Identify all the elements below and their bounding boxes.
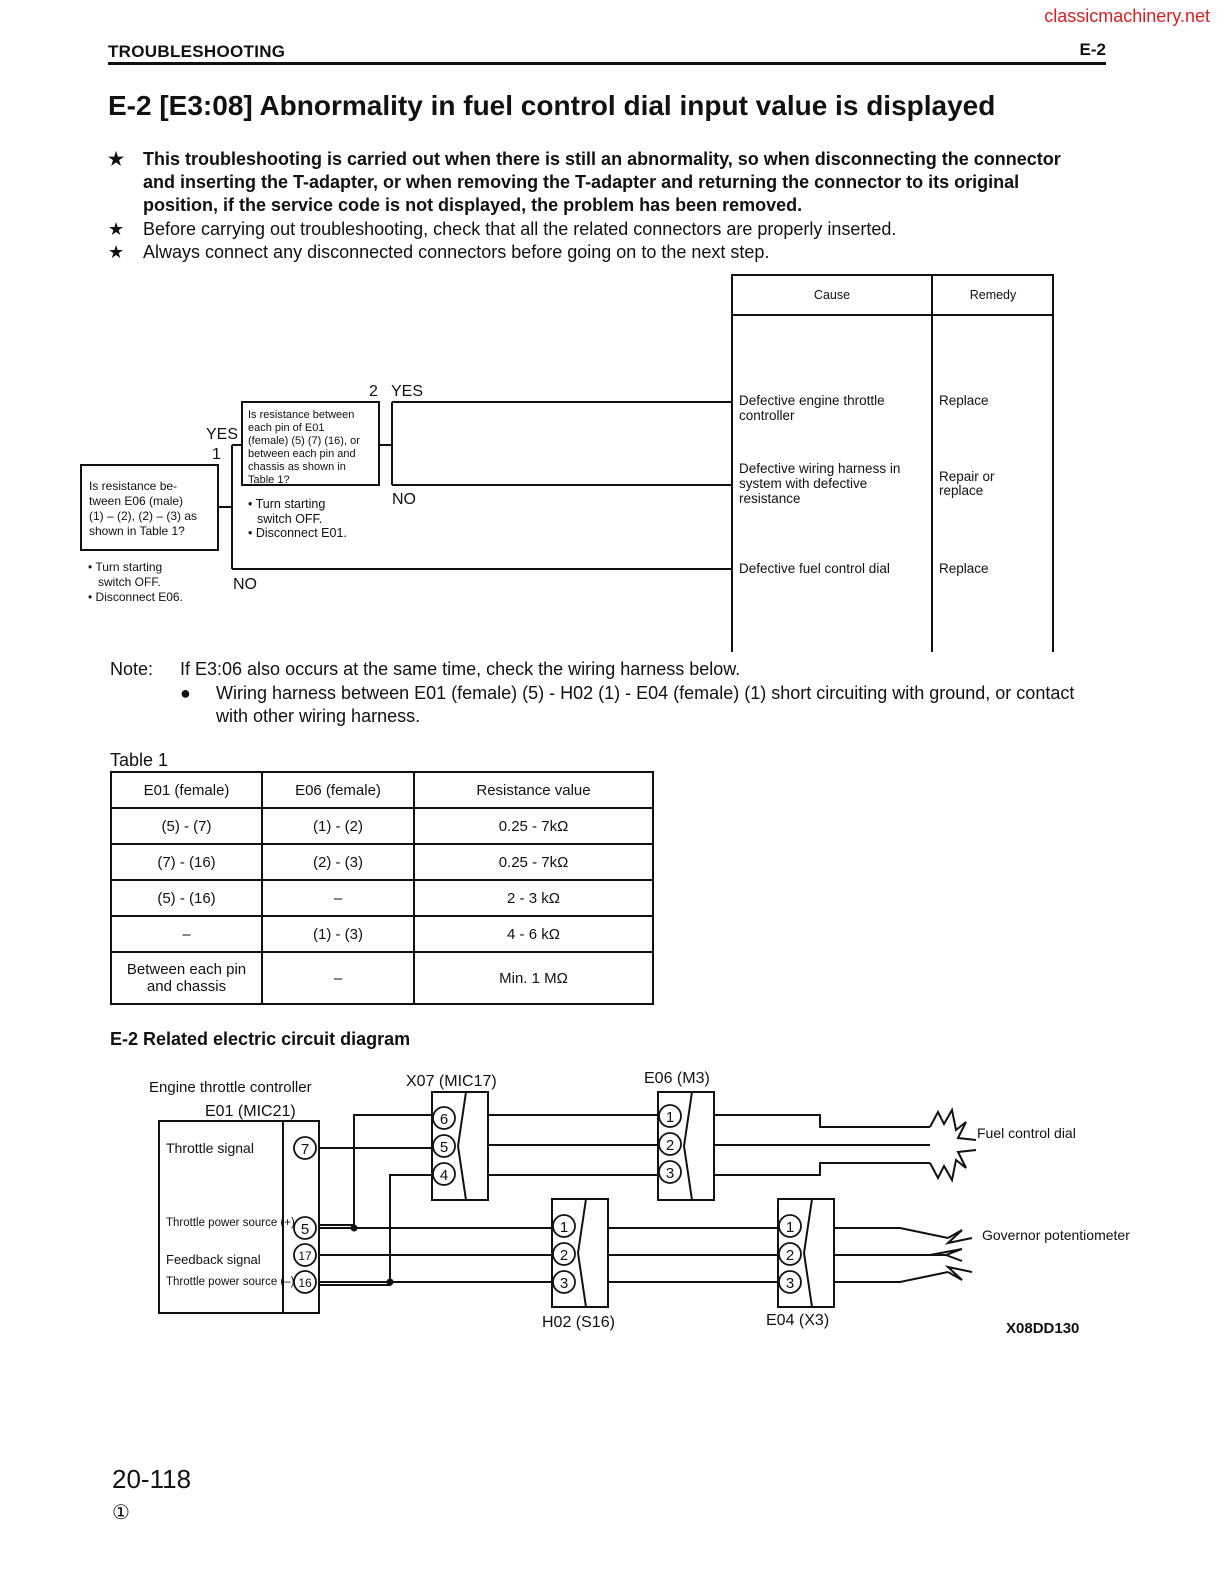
yes-label: YES <box>206 426 239 443</box>
remedy-text: Repair or <box>939 469 995 484</box>
svg-text:3: 3 <box>785 1275 795 1292</box>
step1-number: 1 <box>212 446 221 463</box>
table-row <box>111 844 653 880</box>
star-icon: ★ <box>108 149 125 169</box>
table-cell: (5) - (16) <box>111 880 262 916</box>
step2-line: chassis as shown in <box>248 461 346 473</box>
table-cell: 0.25 - 7kΩ <box>414 808 653 844</box>
svg-text:1: 1 <box>785 1219 795 1236</box>
page-number: 20-118 <box>112 1464 192 1494</box>
step1-note: • Disconnect E06. <box>88 590 183 604</box>
signal-label: Throttle power source (–) <box>166 1276 295 1288</box>
star-icon: ★ <box>108 219 125 239</box>
cause-text: Defective engine throttle <box>739 393 885 408</box>
table-cell: 0.25 - 7kΩ <box>414 844 653 880</box>
figure-code: X08DD130 <box>1006 1320 1080 1337</box>
svg-text:6: 6 <box>439 1111 449 1128</box>
table-cell: (1) - (2) <box>262 808 414 844</box>
remedy-header: Remedy <box>969 288 1017 302</box>
governor-label: Governor potentiometer <box>982 1227 1130 1243</box>
e06-label: E06 (M3) <box>644 1070 710 1087</box>
pin-e06 <box>659 1161 681 1183</box>
bullet-text: Always connect any disconnected connectors before going on to the next step. <box>143 242 770 262</box>
pin-e04 <box>779 1271 801 1293</box>
fuel-dial-symbol-bottom <box>930 1150 976 1180</box>
svg-text:4: 4 <box>439 1167 449 1184</box>
note-text: If E3:06 also occurs at the same time, check the wiring harness below. <box>180 659 741 679</box>
circuit-title: E-2 Related electric circuit diagram <box>110 1029 411 1049</box>
no-label: NO <box>392 491 416 508</box>
pin-e06 <box>659 1133 681 1155</box>
table-row <box>111 916 653 952</box>
step1-line: tween E06 (male) <box>89 494 184 508</box>
pin-x07 <box>433 1135 455 1157</box>
troubleshooting-flowchart <box>0 0 1230 660</box>
e01-connector-label: E01 (MIC21) <box>205 1103 296 1120</box>
yes-label: YES <box>391 383 424 400</box>
svg-text:2: 2 <box>559 1247 569 1264</box>
table-cell: – <box>111 916 262 952</box>
pin-e01-5 <box>294 1217 316 1239</box>
pin-x07 <box>433 1163 455 1185</box>
note-bullet-text: Wiring harness between E01 (female) (5) - H02 (1) - E04 (female) (1) short circuiting with ground, or contact with other wiring harness. <box>216 683 1075 726</box>
signal-label: Throttle signal <box>166 1140 254 1156</box>
table-header: E01 (female) <box>111 772 262 808</box>
step1-line: shown in Table 1? <box>89 524 185 538</box>
table1-caption: Table 1 <box>110 750 169 770</box>
cause-text: system with defective <box>739 476 868 491</box>
step2-note: • Turn starting <box>248 497 326 511</box>
cause-text: resistance <box>739 491 801 506</box>
no-label: NO <box>233 576 257 593</box>
pin-e01-7 <box>294 1137 316 1159</box>
svg-text:5: 5 <box>300 1221 310 1238</box>
signal-label: Feedback signal <box>166 1252 261 1267</box>
pin-h02 <box>553 1243 575 1265</box>
pin-h02 <box>553 1215 575 1237</box>
table-cell: 4 - 6 kΩ <box>414 916 653 952</box>
cause-text: controller <box>739 408 795 423</box>
pin-e04 <box>779 1243 801 1265</box>
step2-note: switch OFF. <box>257 512 323 526</box>
step2-note: • Disconnect E01. <box>248 526 347 540</box>
step2-line: between each pin and <box>248 448 356 460</box>
h02-label: H02 (S16) <box>542 1314 615 1331</box>
star-icon: ★ <box>108 242 125 262</box>
svg-text:2: 2 <box>785 1247 795 1264</box>
x07-label: X07 (MIC17) <box>406 1073 497 1090</box>
svg-text:3: 3 <box>665 1165 675 1182</box>
svg-text:1: 1 <box>665 1109 675 1126</box>
cause-header: Cause <box>813 288 851 302</box>
step1-line: (1) – (2), (2) – (3) as <box>89 509 198 523</box>
svg-text:16: 16 <box>298 1276 312 1290</box>
step1-note: switch OFF. <box>98 575 161 589</box>
step2-line: each pin of E01 <box>248 422 325 434</box>
remedy-text: replace <box>939 483 984 498</box>
table-cell: (7) - (16) <box>111 844 262 880</box>
table-cell: – <box>262 952 414 1004</box>
controller-label: Engine throttle controller <box>149 1079 312 1096</box>
fuel-dial-label: Fuel control dial <box>977 1125 1076 1141</box>
resistance-table <box>110 771 654 1005</box>
pin-e06 <box>659 1105 681 1127</box>
revision-mark: ① <box>112 1502 130 1524</box>
step1-note: • Turn starting <box>88 560 163 574</box>
pin-e01-16 <box>294 1271 316 1293</box>
svg-text:5: 5 <box>439 1139 449 1156</box>
fuel-dial-symbol-top <box>930 1110 976 1140</box>
bullet-dot-icon: ● <box>180 683 191 703</box>
pin-x07 <box>433 1107 455 1129</box>
bullet-text: This troubleshooting is carried out when there is still an abnormality, so when disconnecting the connector and inserting the T-adapter, or when removing the T-adapter and returning the connector to its original position, if the service code is not displayed, the problem has been removed. <box>143 149 1061 215</box>
svg-text:3: 3 <box>559 1275 569 1292</box>
circuit-diagram <box>0 1060 1230 1350</box>
junction-dot <box>387 1279 394 1286</box>
table-cell: – <box>262 880 414 916</box>
pin-e01-17 <box>294 1244 316 1266</box>
table-cell: (5) - (7) <box>111 808 262 844</box>
step2-number: 2 <box>369 383 378 400</box>
e04-label: E04 (X3) <box>766 1312 830 1329</box>
svg-text:2: 2 <box>665 1137 675 1154</box>
table-cell: 2 - 3 kΩ <box>414 880 653 916</box>
table-cell: (2) - (3) <box>262 844 414 880</box>
table-cell: Min. 1 MΩ <box>414 952 653 1004</box>
governor-symbol-top <box>948 1230 972 1243</box>
page-title: E-2 [E3:08] Abnormality in fuel control dial input value is displayed <box>108 90 996 121</box>
watermark: classicmachinery.net <box>1044 6 1210 26</box>
section-label: TROUBLESHOOTING <box>108 42 286 61</box>
step2-line: (female) (5) (7) (16), or <box>248 435 360 447</box>
svg-text:17: 17 <box>298 1249 312 1263</box>
table-cell: (1) - (3) <box>262 916 414 952</box>
step2-line: Is resistance between <box>248 409 355 421</box>
junction-dot <box>351 1225 358 1232</box>
table-row <box>111 808 653 844</box>
remedy-text: Replace <box>939 393 989 408</box>
svg-text:1: 1 <box>559 1219 569 1236</box>
table-row <box>111 880 653 916</box>
step1-line: Is resistance be- <box>89 479 178 493</box>
pin-e04 <box>779 1215 801 1237</box>
step2-line: Table 1? <box>248 474 290 486</box>
section-code: E-2 <box>1079 40 1106 59</box>
governor-symbol-bottom <box>948 1267 972 1280</box>
note-label: Note: <box>110 659 154 679</box>
remedy-text: Replace <box>939 561 989 576</box>
signal-label: Throttle power source (+) <box>166 1217 295 1229</box>
pin-h02 <box>553 1271 575 1293</box>
svg-text:7: 7 <box>300 1141 310 1158</box>
bullet-text: Before carrying out troubleshooting, check that all the related connectors are properly inserted. <box>143 219 897 239</box>
table-cell: Between each pin and chassis <box>111 952 262 1004</box>
table-header: Resistance value <box>414 772 653 808</box>
cause-text: Defective wiring harness in <box>739 461 901 476</box>
cause-text: Defective fuel control dial <box>739 561 890 576</box>
table-row <box>111 952 653 1004</box>
table-header-row <box>111 772 653 808</box>
table-header: E06 (female) <box>262 772 414 808</box>
